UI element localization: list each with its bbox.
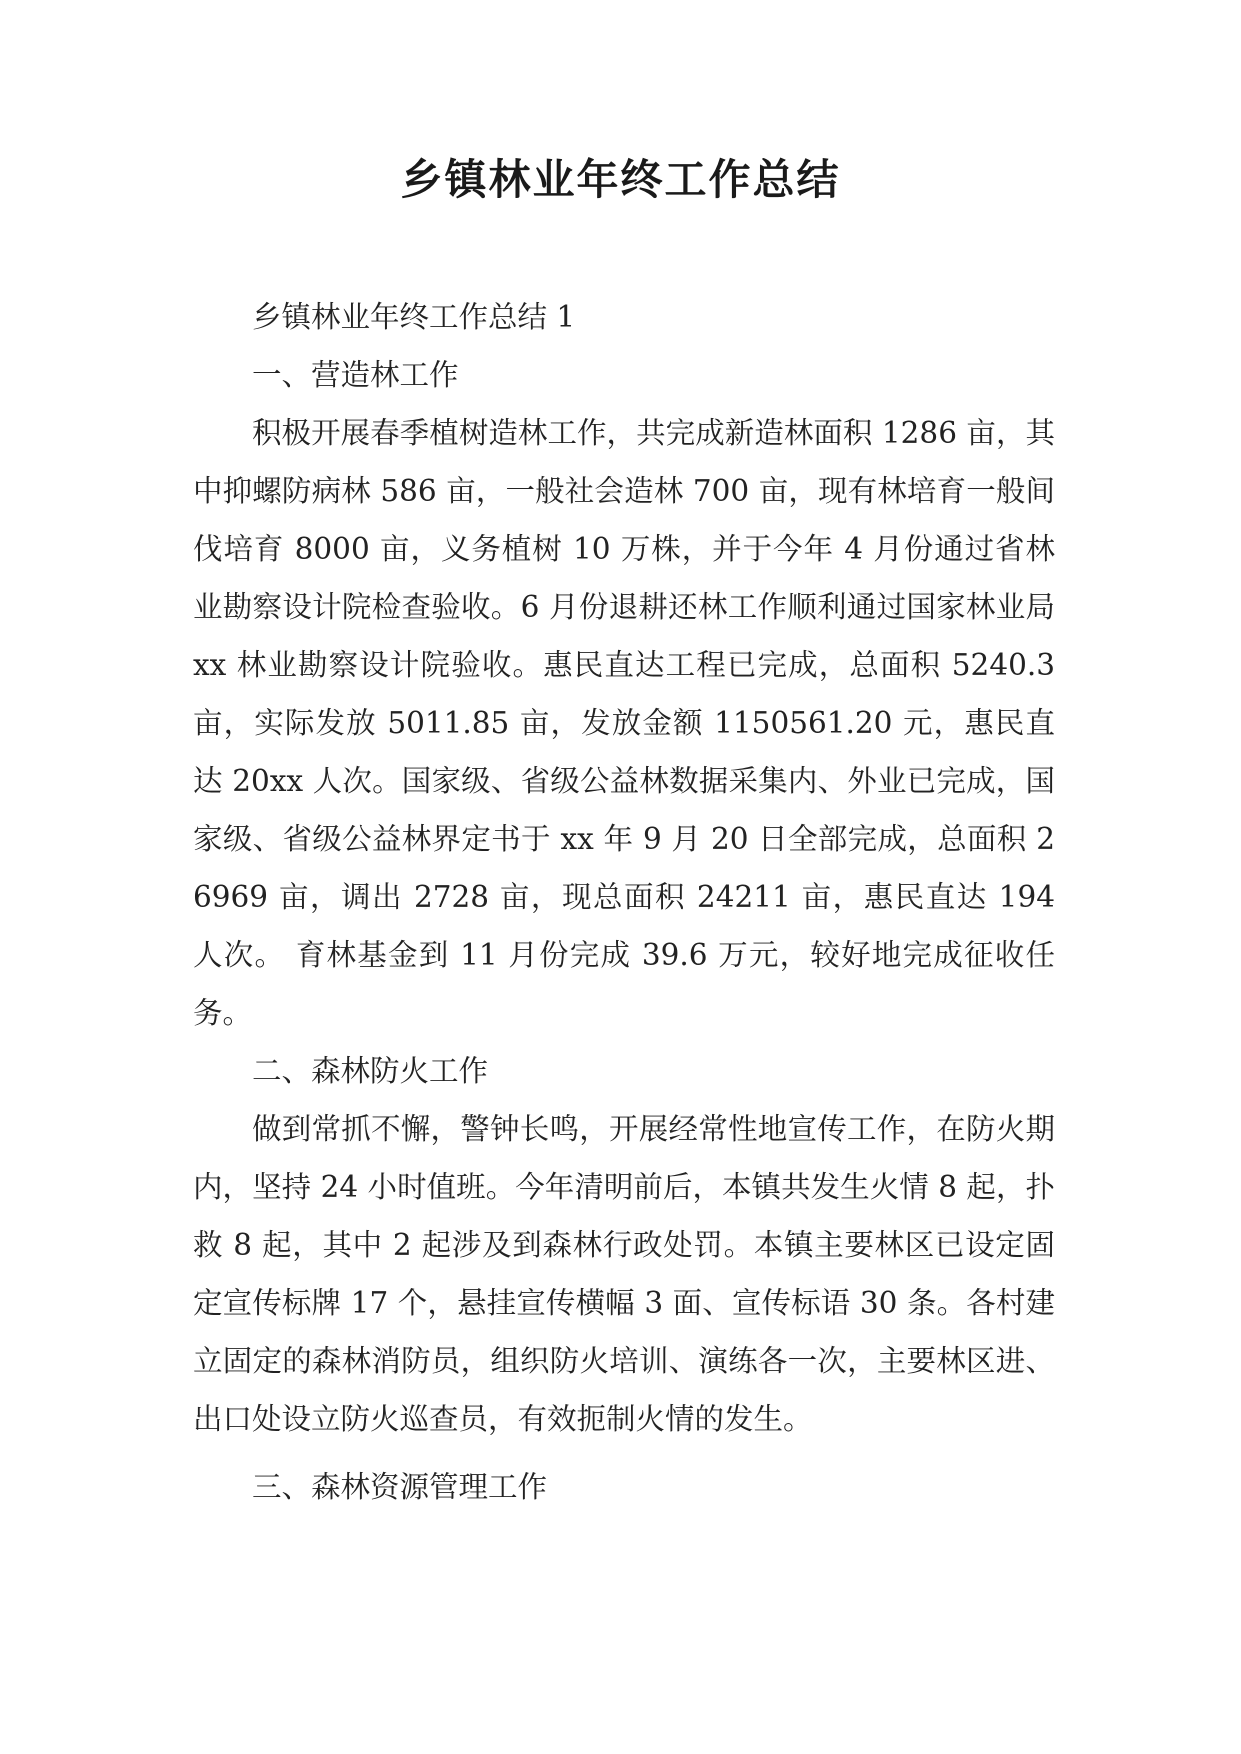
section-heading: 三、森林资源管理工作 [252, 1470, 548, 1504]
body-paragraph: 做到常抓不懈，警钟长鸣，开展经常性地宣传工作，在防火期内，坚持 24 小时值班。今年清明前后，本镇共发生火情 8 起，扑救 8 起，其中 2 起涉及到森林行政处罚。本镇主要林区已设定固定宣传标牌 17 个，悬挂宣传横幅 3 面、宣传标语 30 条。各村建立固定的森林消防员，组织防火培训、演练各一次，主要林区进、出口处设立防火巡查员，有效扼制火情的发生。 [193, 1112, 1055, 1436]
document-body [193, 288, 1055, 1516]
section-heading: 二、森林防火工作 [252, 1054, 489, 1088]
section-heading: 乡镇林业年终工作总结 1 [252, 300, 576, 334]
section-heading: 一、营造林工作 [252, 358, 459, 392]
document-title: 乡镇林业年终工作总结 [400, 155, 841, 204]
body-paragraph: 积极开展春季植树造林工作，共完成新造林面积 1286 亩，其中抑螺防病林 586 亩，一般社会造林 700 亩，现有林培育一般间伐培育 8000 亩，义务植树 10 万株，并于今年 4 月份通过省林业勘察设计院检查验收。6 月份退耕还林工作顺利通过国家林业局 xx 林业勘察设计院验收。惠民直达工程已完成，总面积 5240.3 亩，实际发放 5011.85 亩，发放金额 1150561.20 元，惠民直达 20xx 人次。国家级、省级公益林数据采集内、外业已完成，国家级、省级公益林界定书于 xx 年 9 月 20 日全部完成，总面积 26969 亩，调出 2728 亩，现总面积 24211 亩，惠民直达 194 人次。 育林基金到 11 月份完成 39.6 万元，较好地完成征收任务。 [193, 416, 1055, 1030]
